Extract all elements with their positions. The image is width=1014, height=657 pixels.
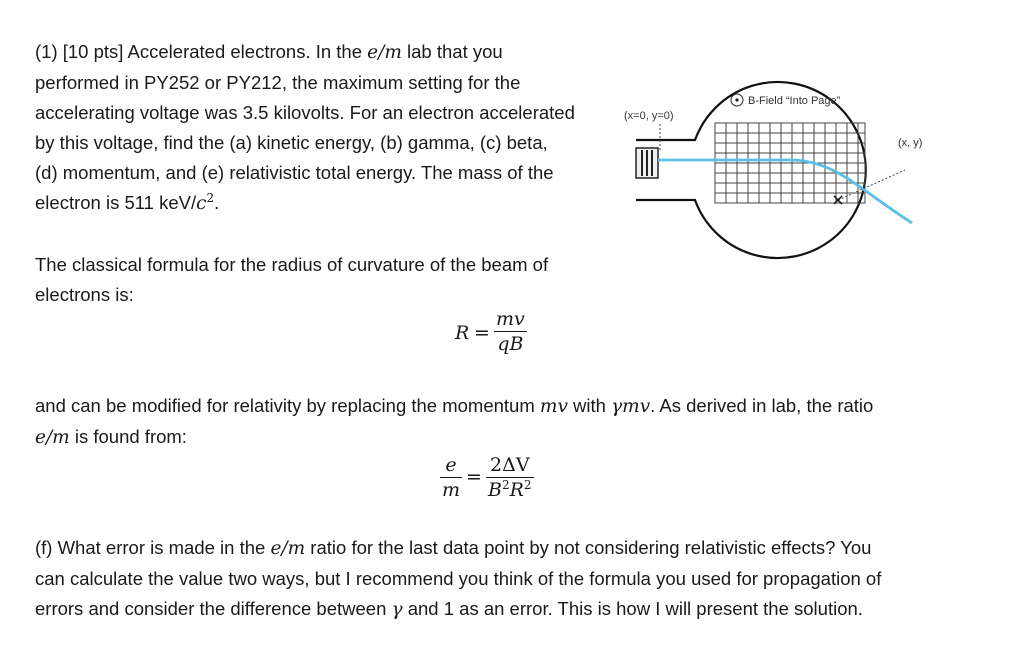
part-f-question	[35, 533, 881, 625]
eq2-left-numerator: e	[445, 454, 457, 476]
p3-line-2: e/m is found from:	[35, 426, 187, 448]
eq2-left-denominator: m	[442, 479, 461, 501]
relativity-modification	[35, 391, 873, 453]
electron-beam	[658, 160, 912, 223]
eq1-denominator: qB	[497, 333, 524, 355]
grid	[715, 123, 865, 203]
eq2-right-numerator: 2ΔV	[490, 454, 530, 476]
eq1-equals: =	[474, 322, 490, 344]
p4-line-2: can calculate the value two ways, but I recommend you think of the formula you used for propagation of	[35, 568, 882, 589]
p1-line-6: electron is 511 keV/$c^2$.	[35, 191, 220, 214]
field-label: B-Field “Into Page”	[748, 95, 841, 107]
eq2-equals: =	[466, 466, 482, 488]
field-out-symbol-icon	[731, 94, 743, 106]
p1-line-1: (1) [10 pts] Accelerated electrons. In the e/m lab that you	[35, 41, 503, 63]
p3-line-1: and can be modified for relativity by replacing the momentum mv with γmv. As derived in lab, the ratio	[35, 395, 874, 417]
electron-gun-icon	[636, 148, 658, 178]
eq2-right-fraction	[486, 453, 534, 502]
eq1-fraction	[494, 307, 527, 356]
eq1-lhs: R	[455, 322, 470, 344]
p1-line-4: by this voltage, find the (a) kinetic energy, (b) gamma, (c) beta,	[35, 132, 548, 153]
p2-line-1: The classical formula for the radius of curvature of the beam of	[35, 254, 549, 275]
p1-line-3: accelerating voltage was 3.5 kilovolts. For an electron accelerated	[35, 102, 575, 123]
eq1-numerator: mv	[496, 308, 525, 330]
eq2-left-fraction	[440, 453, 462, 502]
eq2-right-denominator: $B^2R^2$	[488, 478, 532, 501]
point-label: (x, y)	[898, 137, 923, 149]
p1-line-2: performed in PY252 or PY212, the maximum setting for the	[35, 72, 521, 93]
origin-label: (x=0, y=0)	[624, 110, 674, 122]
em-tube-diagram	[620, 80, 1010, 280]
p1-line-5: (d) momentum, and (e) relativistic total energy. The mass of the	[35, 162, 554, 183]
p2-line-2: electrons is:	[35, 284, 134, 305]
problem-statement	[35, 37, 575, 219]
classical-formula-intro	[35, 250, 548, 310]
p4-line-1: (f) What error is made in the e/m ratio for the last data point by not considering relativistic effects? You	[35, 537, 872, 559]
p4-line-3: errors and consider the difference between γ and 1 as an error. This is how I will present the solution.	[35, 598, 863, 620]
